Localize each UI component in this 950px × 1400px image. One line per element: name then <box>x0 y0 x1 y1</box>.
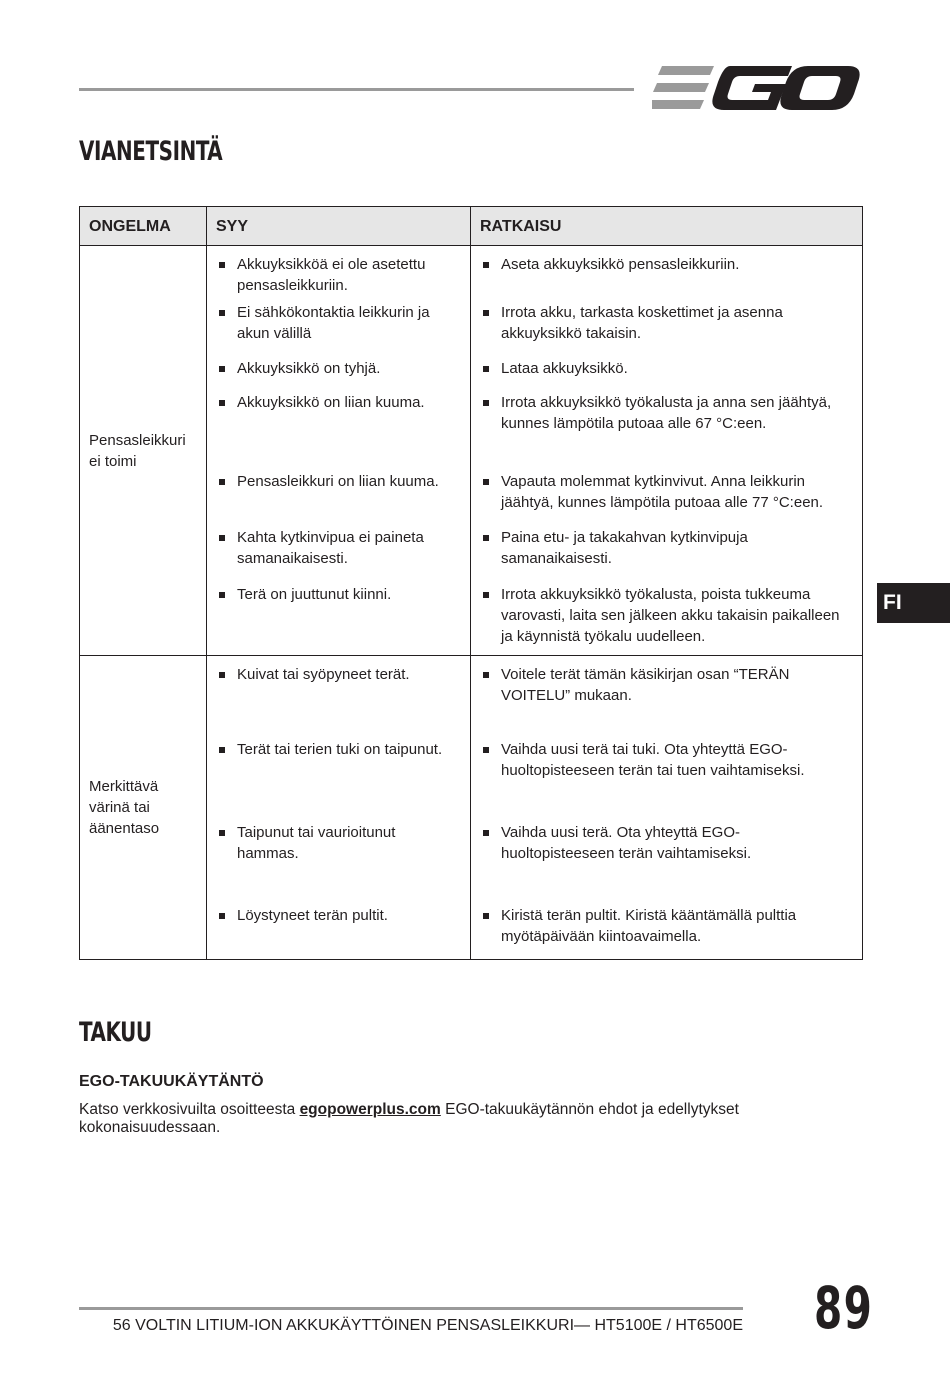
footer-text: 56 VOLTIN LITIUM-ION AKKUKÄYTTÖINEN PENSASLEIKKURI— HT5100E / HT6500E <box>112 1317 743 1334</box>
solution-text: Vapauta molemmat kytkinvivut. Anna leikkurin jäähtyä, kunnes lämpötila putoaa alle 77 °C:een. <box>471 471 862 513</box>
problem-cell: Merkittävä värinä tai äänentaso <box>80 656 207 960</box>
solution-text: Lataa akkuyksikkö. <box>471 358 862 379</box>
footer-rule <box>79 1307 743 1310</box>
solution-text: Voitele terät tämän käsikirjan osan “TERÄN VOITELU” mukaan. <box>471 664 862 706</box>
solution-text: Irrota akkuyksikkö työkalusta ja anna sen jäähtyä, kunnes lämpötila putoaa alle 67 °C:een. <box>471 392 862 434</box>
troubleshooting-table <box>79 206 863 960</box>
solution-text: Irrota akkuyksikkö työkalusta, poista tukkeuma varovasti, laita sen jälkeen akku takaisin paikalleen ja käynnistä työkalu uudelleen. <box>471 584 862 647</box>
solution-cell <box>471 584 863 656</box>
column-header-cause: SYY <box>207 207 471 246</box>
cause-text: Akkuyksikkö on tyhjä. <box>207 358 470 379</box>
warranty-text-before: Katso verkkosivuilta osoitteesta <box>79 1101 300 1118</box>
solution-cell <box>471 358 863 392</box>
solution-text: Vaihda uusi terä tai tuki. Ota yhteyttä EGO-huoltopisteeseen terän tai tuen vaihtamiseksi. <box>471 739 862 781</box>
cause-text: Kuivat tai syöpyneet terät. <box>207 664 470 685</box>
solution-text: Kiristä terän pultit. Kiristä kääntämällä pulttia myötäpäivään kiintoavaimella. <box>471 905 862 947</box>
cause-cell <box>207 392 471 471</box>
cause-text: Akkuyksikkö on liian kuuma. <box>207 392 470 413</box>
warranty-title: TAKUU <box>79 1017 152 1048</box>
cause-cell <box>207 584 471 656</box>
solution-text: Aseta akkuyksikkö pensasleikkuriin. <box>471 254 862 275</box>
warranty-text <box>79 1101 869 1137</box>
page-number: 89 <box>814 1274 874 1342</box>
solution-text: Paina etu- ja takakahvan kytkinvipuja samanaikaisesti. <box>471 527 862 569</box>
solution-cell <box>471 905 863 960</box>
cause-cell <box>207 656 471 740</box>
column-header-solution: RATKAISU <box>471 207 863 246</box>
cause-text: Taipunut tai vaurioitunut hammas. <box>207 822 470 864</box>
cause-text: Terä on juuttunut kiinni. <box>207 584 470 605</box>
solution-cell <box>471 822 863 905</box>
cause-cell <box>207 527 471 584</box>
solution-cell <box>471 656 863 740</box>
cause-text: Pensasleikkuri on liian kuuma. <box>207 471 470 492</box>
cause-cell <box>207 905 471 960</box>
solution-cell <box>471 392 863 471</box>
cause-text: Ei sähkökontaktia leikkurin ja akun välillä <box>207 302 470 344</box>
table-row <box>80 246 863 303</box>
table-row <box>80 656 863 740</box>
cause-text: Kahta kytkinvipua ei paineta samanaikaisesti. <box>207 527 470 569</box>
ego-logo <box>652 64 862 112</box>
solution-cell <box>471 527 863 584</box>
solution-cell <box>471 302 863 358</box>
cause-text: Terät tai terien tuki on taipunut. <box>207 739 470 760</box>
header-rule <box>79 88 634 91</box>
ego-logo-graphic <box>652 64 862 112</box>
column-header-problem: ONGELMA <box>80 207 207 246</box>
cause-cell <box>207 739 471 822</box>
troubleshooting-title: VIANETSINTÄ <box>79 136 223 167</box>
warranty-text-after: EGO-takuukäytännön ehdot ja edellytykset kokonaisuudessaan. <box>79 1101 739 1136</box>
problem-cell: Pensasleikkuri ei toimi <box>80 246 207 656</box>
solution-cell <box>471 246 863 303</box>
warranty-subtitle: EGO-TAKUUKÄYTÄNTÖ <box>79 1073 264 1090</box>
cause-text: Löystyneet terän pultit. <box>207 905 470 926</box>
solution-text: Irrota akku, tarkasta koskettimet ja asenna akkuyksikkö takaisin. <box>471 302 862 344</box>
cause-cell <box>207 302 471 358</box>
language-tab: FI <box>877 583 950 623</box>
cause-cell <box>207 358 471 392</box>
warranty-link[interactable]: egopowerplus.com <box>299 1101 441 1118</box>
cause-text: Akkuyksikköä ei ole asetettu pensasleikkuriin. <box>207 254 470 296</box>
cause-cell <box>207 471 471 527</box>
cause-cell <box>207 822 471 905</box>
cause-cell <box>207 246 471 303</box>
solution-text: Vaihda uusi terä. Ota yhteyttä EGO-huoltopisteeseen terän vaihtamiseksi. <box>471 822 862 864</box>
solution-cell <box>471 739 863 822</box>
table-header-row <box>80 207 863 246</box>
solution-cell <box>471 471 863 527</box>
